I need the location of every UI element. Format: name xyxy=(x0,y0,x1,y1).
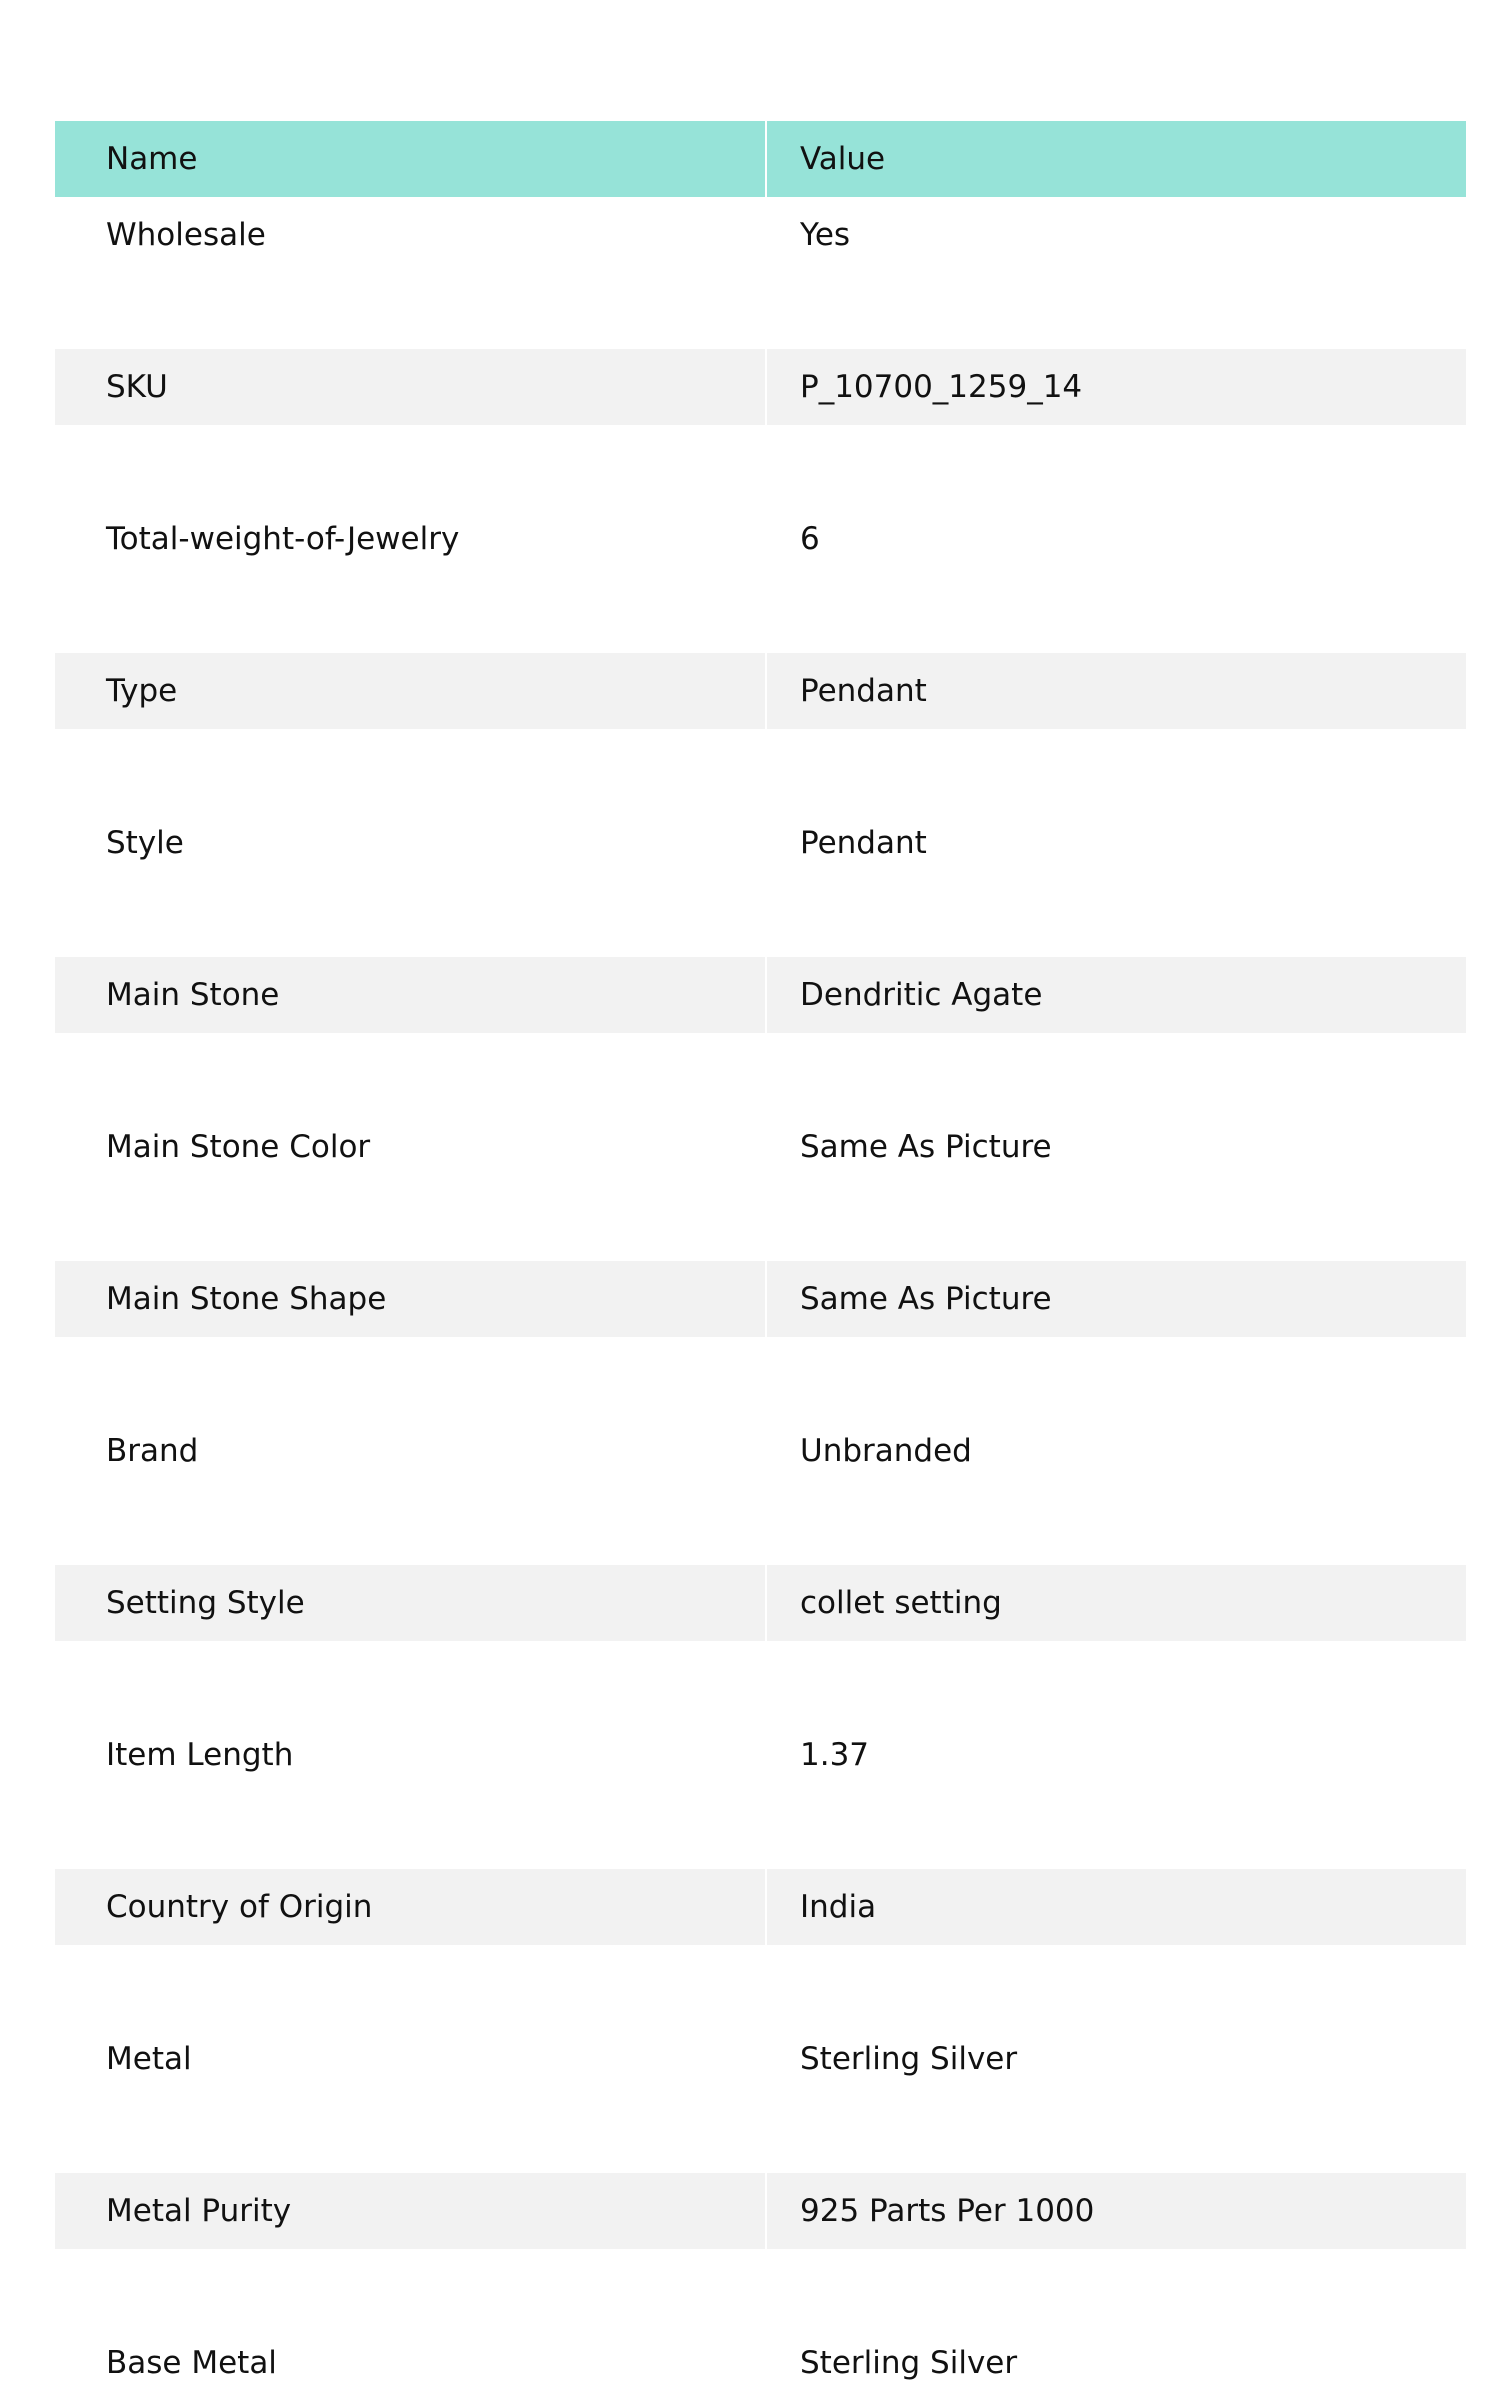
row-name-cell: Total-weight-of-Jewelry xyxy=(55,501,766,577)
row-value-cell: 925 Parts Per 1000 xyxy=(766,2173,1466,2249)
table-row xyxy=(55,1717,1466,1793)
table-row xyxy=(55,1413,1466,1489)
table-row xyxy=(55,1261,1466,1337)
row-value-cell: Same As Picture xyxy=(766,1109,1466,1185)
row-name-cell: Brand xyxy=(55,1413,766,1489)
row-spacer-cell xyxy=(55,881,1466,957)
row-name-cell: Style xyxy=(55,805,766,881)
row-spacer-cell xyxy=(55,1185,1466,1261)
row-name-cell: Main Stone Color xyxy=(55,1109,766,1185)
row-name-cell: Country of Origin xyxy=(55,1869,766,1945)
row-value-cell: Same As Picture xyxy=(766,1261,1466,1337)
row-spacer xyxy=(55,1033,1466,1109)
row-value-cell: Sterling Silver xyxy=(766,2325,1466,2401)
row-value-cell: Pendant xyxy=(766,805,1466,881)
table-row xyxy=(55,957,1466,1033)
table-row xyxy=(55,805,1466,881)
column-header-value: Value xyxy=(766,121,1466,197)
row-name-cell: Wholesale xyxy=(55,197,766,273)
table-row xyxy=(55,1565,1466,1641)
specifications-table xyxy=(55,121,1466,2401)
row-value-cell: Dendritic Agate xyxy=(766,957,1466,1033)
row-spacer xyxy=(55,1641,1466,1717)
row-spacer-cell xyxy=(55,1337,1466,1413)
table-row xyxy=(55,2325,1466,2401)
row-spacer-cell xyxy=(55,1641,1466,1717)
row-spacer-cell xyxy=(55,729,1466,805)
row-spacer xyxy=(55,577,1466,653)
table-row xyxy=(55,2021,1466,2097)
row-spacer-cell xyxy=(55,1793,1466,1869)
row-name-cell: Item Length xyxy=(55,1717,766,1793)
row-name-cell: Main Stone Shape xyxy=(55,1261,766,1337)
row-spacer xyxy=(55,1185,1466,1261)
row-spacer xyxy=(55,729,1466,805)
table-row xyxy=(55,2173,1466,2249)
row-value-cell: Pendant xyxy=(766,653,1466,729)
row-value-cell: Unbranded xyxy=(766,1413,1466,1489)
row-name-cell: Type xyxy=(55,653,766,729)
table-row xyxy=(55,1869,1466,1945)
row-value-cell: P_10700_1259_14 xyxy=(766,349,1466,425)
row-spacer xyxy=(55,881,1466,957)
row-name-cell: Main Stone xyxy=(55,957,766,1033)
row-value-cell: collet setting xyxy=(766,1565,1466,1641)
table-row xyxy=(55,197,1466,273)
row-spacer-cell xyxy=(55,1033,1466,1109)
row-value-cell: 6 xyxy=(766,501,1466,577)
table-header-row xyxy=(55,121,1466,197)
row-name-cell: Metal xyxy=(55,2021,766,2097)
row-spacer-cell xyxy=(55,425,1466,501)
row-value-cell: Sterling Silver xyxy=(766,2021,1466,2097)
row-spacer xyxy=(55,2249,1466,2325)
row-spacer xyxy=(55,2097,1466,2173)
table-row xyxy=(55,501,1466,577)
row-spacer xyxy=(55,1945,1466,2021)
table-row xyxy=(55,349,1466,425)
row-value-cell: 1.37 xyxy=(766,1717,1466,1793)
row-spacer-cell xyxy=(55,1945,1466,2021)
row-spacer xyxy=(55,1337,1466,1413)
row-name-cell: Base Metal xyxy=(55,2325,766,2401)
row-spacer-cell xyxy=(55,2249,1466,2325)
row-name-cell: SKU xyxy=(55,349,766,425)
row-value-cell: Yes xyxy=(766,197,1466,273)
row-spacer-cell xyxy=(55,577,1466,653)
row-spacer-cell xyxy=(55,1489,1466,1565)
row-name-cell: Metal Purity xyxy=(55,2173,766,2249)
row-value-cell: India xyxy=(766,1869,1466,1945)
table-row xyxy=(55,1109,1466,1185)
row-spacer xyxy=(55,273,1466,349)
row-name-cell: Setting Style xyxy=(55,1565,766,1641)
row-spacer-cell xyxy=(55,273,1466,349)
row-spacer xyxy=(55,1489,1466,1565)
row-spacer xyxy=(55,425,1466,501)
table-row xyxy=(55,653,1466,729)
row-spacer-cell xyxy=(55,2097,1466,2173)
row-spacer xyxy=(55,1793,1466,1869)
column-header-name: Name xyxy=(55,121,766,197)
table-body xyxy=(55,197,1466,2401)
